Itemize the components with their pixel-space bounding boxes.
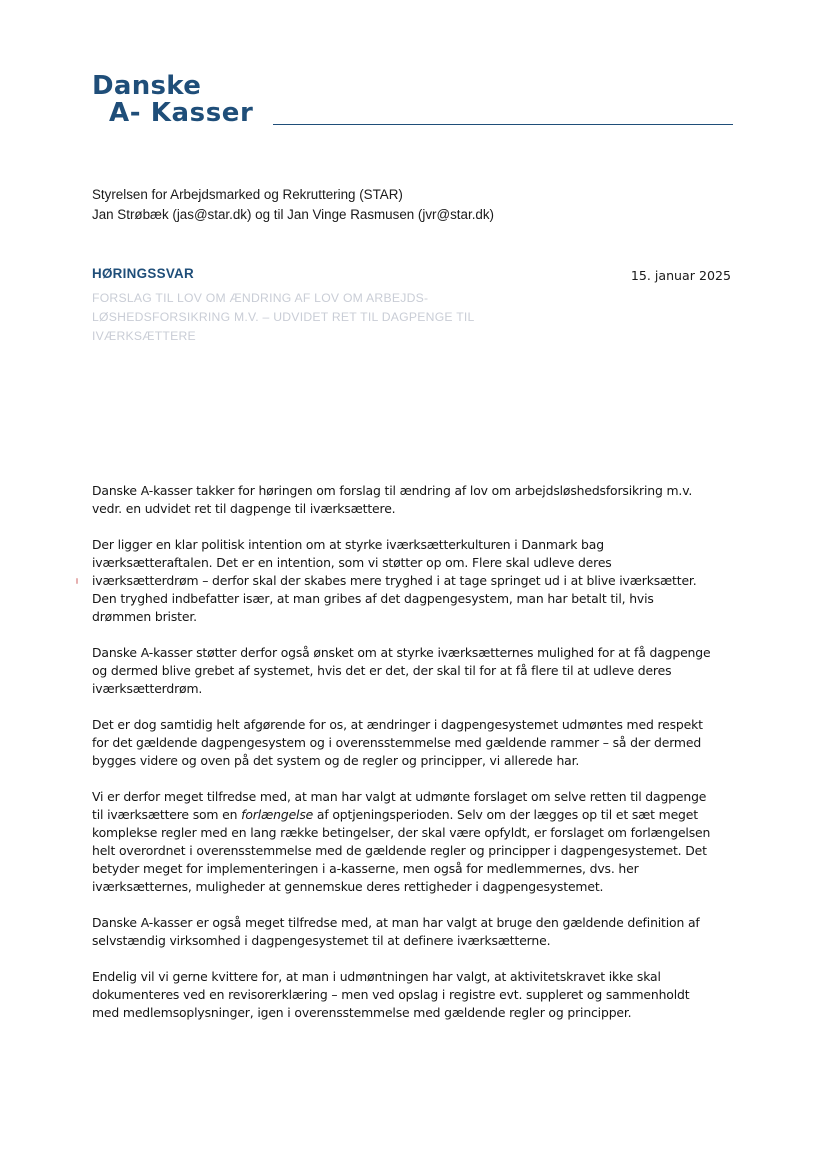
recipient-contacts: Jan Strøbæk (jas@star.dk) og til Jan Vinge Rasmusen (jvr@star.dk) [92,207,495,222]
text-line: selvstændig virksomhed i dagpengesystemet til at definere iværksætterne. [92,933,551,948]
paragraph-definition [92,914,742,950]
recipient-organisation: Styrelsen for Arbejdsmarked og Rekruttering (STAR) [92,187,403,202]
text-line: og dermed blive grebet af systemet, hvis det er det, der skal til for at få flere til at udleve deres [92,663,672,678]
header-divider [273,124,733,125]
text-line: Der ligger en klar politisk intention om at styrke iværksætterkulturen i Danmark bag [92,537,604,552]
text-line: Danske A-kasser er også meget tilfredse med, at man har valgt at bruge den gældende definition af [92,915,700,930]
text-line: Danske A-kasser takker for høringen om forslag til ændring af lov om arbejdsløshedsforsikring m.v. [92,483,693,498]
text-line: Det er dog samtidig helt afgørende for os, at ændringer i dagpengesystemet udmøntes med respekt [92,717,703,732]
text-line: iværksætterdrøm. [92,681,203,696]
paragraph-respect-system [92,716,742,770]
text-line: Danske A-kasser støtter derfor også ønsket om at styrke iværksætternes mulighed for at få dagpenge [92,645,711,660]
subject-line: IVÆRKSÆTTERE [92,329,196,343]
paragraph-extension [92,788,742,896]
logo [92,73,253,127]
scan-artifact [76,578,78,584]
paragraph-intro [92,482,742,518]
text-line [92,806,742,824]
text-line: Den tryghed indbefatter især, at man gribes af det dagpengesystem, man har betalt til, hvis [92,591,654,606]
recipient-block [92,185,494,225]
text-line: drømmen brister. [92,609,197,624]
text-line: iværksætternes, muligheder at gennemskue deres rettigheder i dagpengesystemet. [92,879,604,894]
text-line: dokumenteres ved en revisorerklæring – men ved opslag i registre evt. suppleret og sammenholdt [92,987,690,1002]
logo-line-2: A- Kasser [109,98,254,128]
subject-line: FORSLAG TIL LOV OM ÆNDRING AF LOV OM ARBEJDS- [92,291,429,305]
text-segment: til iværksættere som en [92,807,242,822]
text-line: Endelig vil vi gerne kvittere for, at man i udmøntningen har valgt, at aktivitetskravet ikke skal [92,969,661,984]
text-line: iværksætterdrøm – derfor skal der skabes mere tryghed i at tage springet ud i at blive iværksætter. [92,573,697,588]
text-line: vedr. en udvidet ret til dagpenge til iværksættere. [92,501,396,516]
text-line: med medlemsoplysninger, igen i overensstemmelse med gældende regler og principper. [92,1005,632,1020]
document-subject [92,289,522,346]
text-line: helt overordnet i overensstemmelse med de gældende regler og principper i dagpengesystemet. Det [92,843,707,858]
paragraph-political-intention [92,536,742,626]
paragraph-support [92,644,742,698]
emphasis-text: forlængelse [241,807,314,822]
letter-body [92,482,742,1040]
document-title: HØRINGSSVAR [92,266,195,281]
text-line: betyder meget for implementeringen i a-kasserne, men også for medlemmernes, dvs. her [92,861,639,876]
paragraph-activity-requirement [92,968,742,1022]
text-line: iværksætteraftalen. Det er en intention, som vi støtter op om. Flere skal udleve deres [92,555,612,570]
text-segment: af optjeningsperioden. Selv om der lægges op til et sæt meget [313,807,698,822]
text-line: for det gældende dagpengesystem og i overensstemmelse med gældende rammer – så der dermed [92,735,702,750]
text-line: komplekse regler med en lang række betingelser, der skal være opfyldt, er forslaget om forlængelsen [92,825,711,840]
logo-line-1: Danske [92,71,202,101]
subject-line: LØSHEDSFORSIKRING M.V. – UDVIDET RET TIL DAGPENGE TIL [92,310,475,324]
text-line: bygges videre og oven på det system og de regler og principper, vi allerede har. [92,753,580,768]
text-line: Vi er derfor meget tilfredse med, at man har valgt at udmønte forslaget om selve retten til dagpenge [92,789,707,804]
document-date: 15. januar 2025 [630,268,731,283]
